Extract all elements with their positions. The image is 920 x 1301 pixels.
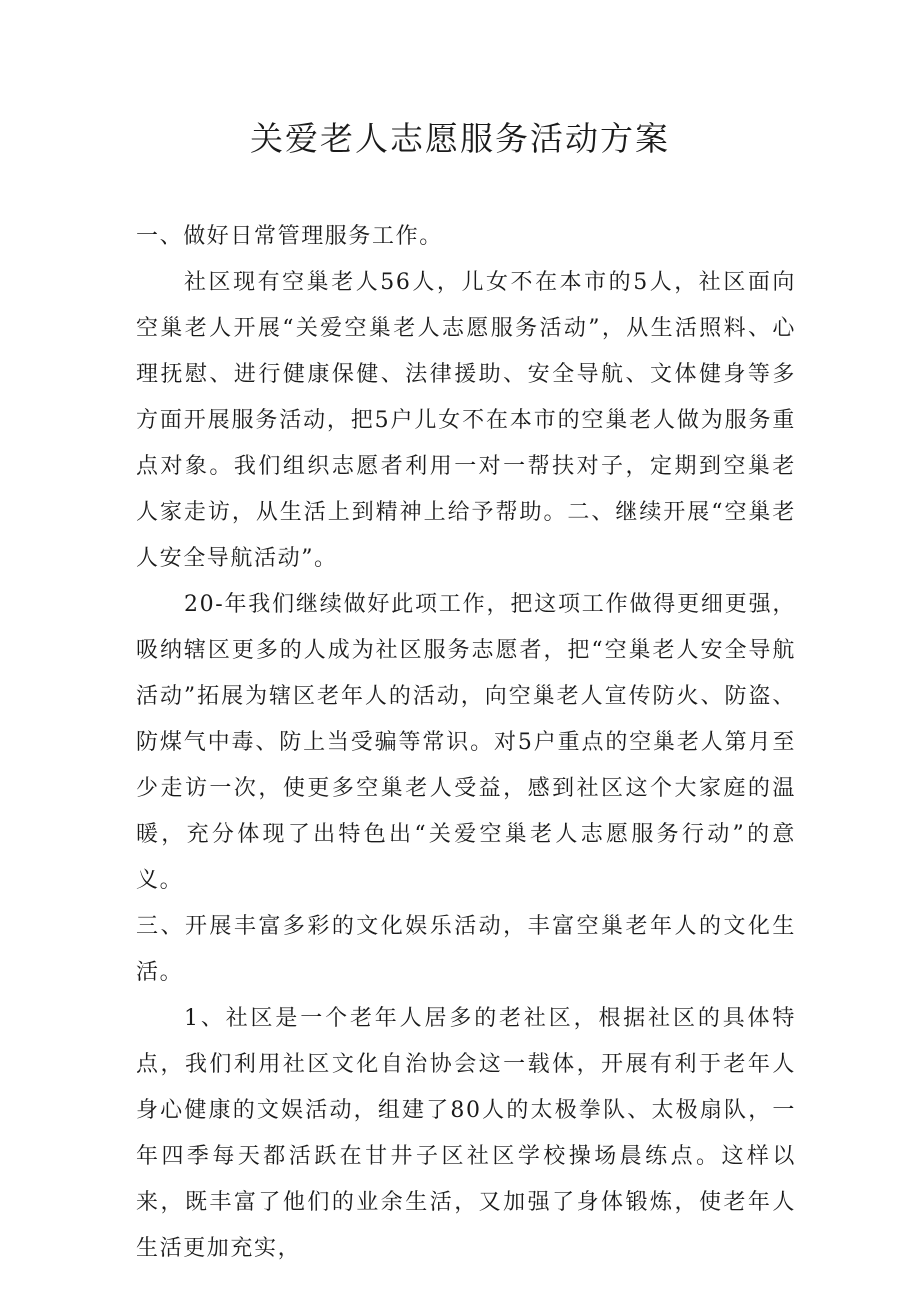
paragraph-section-one-heading: 一、做好日常管理服务工作。 xyxy=(136,224,443,249)
paragraph-safety-navigation: 20-年我们继续做好此项工作，把这项工作做得更细更强，吸纳辖区更多的人成为社区服务志愿者，把“空巢老人安全导航活动”拓展为辖区老年人的活动，向空巢老人宣传防火、防盗、防煤气中毒、防上当受骗等常识。对5户重点的空巢老人第月至少走访一次，使更多空巢老人受益，感到社区这个大家庭的温暖，充分体现了出特色出“关爱空巢老人志愿服务行动”的意义。 xyxy=(136,592,796,893)
document-title: 关爱老人志愿服务活动方案 xyxy=(250,119,670,158)
paragraph-empty-nest-overview: 社区现有空巢老人56人，儿女不在本市的5人，社区面向空巢老人开展“关爱空巢老人志愿服务活动”，从生活照料、心理抚慰、进行健康保健、法律援助、安全导航、文体健身等多方面开展服务活动，把5户儿女不在本市的空巢老人做为服务重点对象。我们组织志愿者利用一对一帮扶对子，定期到空巢老人家走访，从生活上到精神上给予帮助。二、继续开展“空巢老人安全导航活动”。 xyxy=(136,270,796,571)
paragraph-cultural-activities: 1、社区是一个老年人居多的老社区，根据社区的具体特点，我们利用社区文化自治协会这一载体，开展有利于老年人身心健康的文娱活动，组建了80人的太极拳队、太极扇队，一年四季每天都活跃在甘井子区社区学校操场晨练点。这样以来，既丰富了他们的业余生活，又加强了身体锻炼，使老年人生活更加充实， xyxy=(136,1006,796,1261)
paragraph-section-three-heading: 三、开展丰富多彩的文化娱乐活动，丰富空巢老年人的文化生活。 xyxy=(136,914,796,985)
document-body xyxy=(136,214,796,1272)
